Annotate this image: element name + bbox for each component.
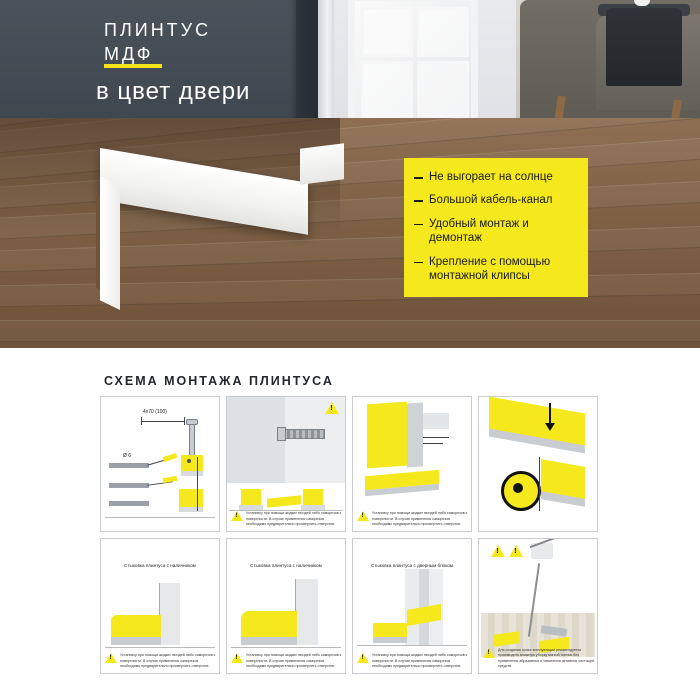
hero-title: [104, 18, 211, 67]
door-frame: [348, 0, 478, 134]
warning-icon: [231, 653, 243, 663]
warning-text: Установку при помощи жидких гвоздей либо саморезов к поверхности. В случае применения саморезов необходимо предварительно просверлить отверстие.: [246, 653, 342, 668]
warning-text: Для создания срока эксплуатации рекомендуется производить влажную уборку мягкой тканью без применения абразивных и химически активных чистящих средств.: [498, 648, 595, 668]
scheme-grid: [100, 396, 600, 674]
feature-label: Крепление с помощью монтажной клипсы: [429, 255, 551, 282]
hero-photo-banner: [0, 0, 700, 348]
hero-title-line2: МДФ: [104, 44, 154, 65]
door-panel: [361, 61, 413, 121]
scheme-cell-step-4-cut-angle: [478, 396, 598, 532]
skirting-board-right: [300, 143, 344, 184]
warning-text: Установку при помощи жидких гвоздей либо саморезов к поверхности. В случае применения саморезов необходимо предварительно просверлить отверстие.: [372, 653, 468, 668]
skirting-board-return: [100, 176, 120, 310]
warning-note: [231, 653, 343, 669]
scheme-cell-step-5-joint-casing: [100, 538, 220, 674]
scheme-cell-step-2-fix-clip: [226, 396, 346, 532]
hero-accent-rule: [104, 64, 162, 68]
warning-icon: [325, 402, 339, 414]
warning-icon: [483, 648, 495, 658]
warning-note: [357, 511, 469, 527]
cell-caption: Стыковка плинтуса с наличником: [250, 563, 322, 568]
dash-icon: [414, 224, 423, 226]
scheme-title: СХЕМА МОНТАЖА ПЛИНТУСА: [104, 374, 334, 388]
screw-size-label: 4х70 (100): [143, 409, 167, 415]
scheme-cell-step-1-drill: [100, 396, 220, 532]
door-panel: [417, 61, 469, 121]
warning-note: [357, 653, 469, 669]
installation-scheme-section: [0, 348, 700, 700]
feature-label: Большой кабель-канал: [429, 194, 553, 207]
door-panel: [361, 7, 413, 57]
warning-icon: [357, 653, 369, 663]
warning-text: Установку при помощи жидких гвоздей либо саморезов к поверхности. В случае применения саморезов необходимо предварительно просверлить отверстие.: [246, 511, 342, 526]
cell-caption: Стыковка плинтуса с наличником: [124, 563, 196, 568]
warning-text: Установку при помощи жидких гвоздей либо саморезов к поверхности. В случае применения саморезов необходимо предварительно просверлить отверстие.: [372, 511, 468, 526]
dash-icon: [414, 262, 423, 264]
door-panel: [417, 7, 469, 57]
warning-text: Установку при помощи жидких гвоздей либо саморезов к поверхности. В случае применения саморезов необходимо предварительно просверлить отверстие.: [120, 653, 216, 668]
scheme-cell-step-7-joint-door-block: [352, 538, 472, 674]
warning-icon: [105, 653, 117, 663]
hero-subtitle: в цвет двери: [96, 78, 251, 105]
scheme-cell-step-6-joint-casing-2: [226, 538, 346, 674]
drill-diameter-label: Ø 6: [123, 453, 132, 459]
warning-note: [105, 653, 217, 669]
dash-icon: [414, 177, 423, 179]
feature-label: Не выгорает на солнце: [429, 171, 553, 183]
side-table: [606, 8, 682, 86]
warning-note: [231, 511, 343, 527]
scheme-cell-step-8-cleaning: [478, 538, 598, 674]
warning-icon: [509, 545, 523, 557]
warning-icon: [231, 511, 243, 521]
hero-title-line1: ПЛИНТУС: [104, 20, 212, 40]
warning-note: [483, 648, 595, 669]
feature-item: [414, 217, 578, 246]
warning-icon: [357, 511, 369, 521]
features-callout: [404, 158, 588, 297]
feature-label: Удобный монтаж и демонтаж: [429, 217, 529, 245]
dash-icon: [414, 200, 423, 202]
scheme-cell-step-3-mount-profile: [352, 396, 472, 532]
cell-caption: Стыковка плинтуса с дверным блоком: [370, 563, 454, 568]
feature-item: [414, 193, 578, 207]
warning-icon: [491, 545, 505, 557]
feature-item: [414, 170, 578, 184]
feature-item: [414, 255, 578, 284]
